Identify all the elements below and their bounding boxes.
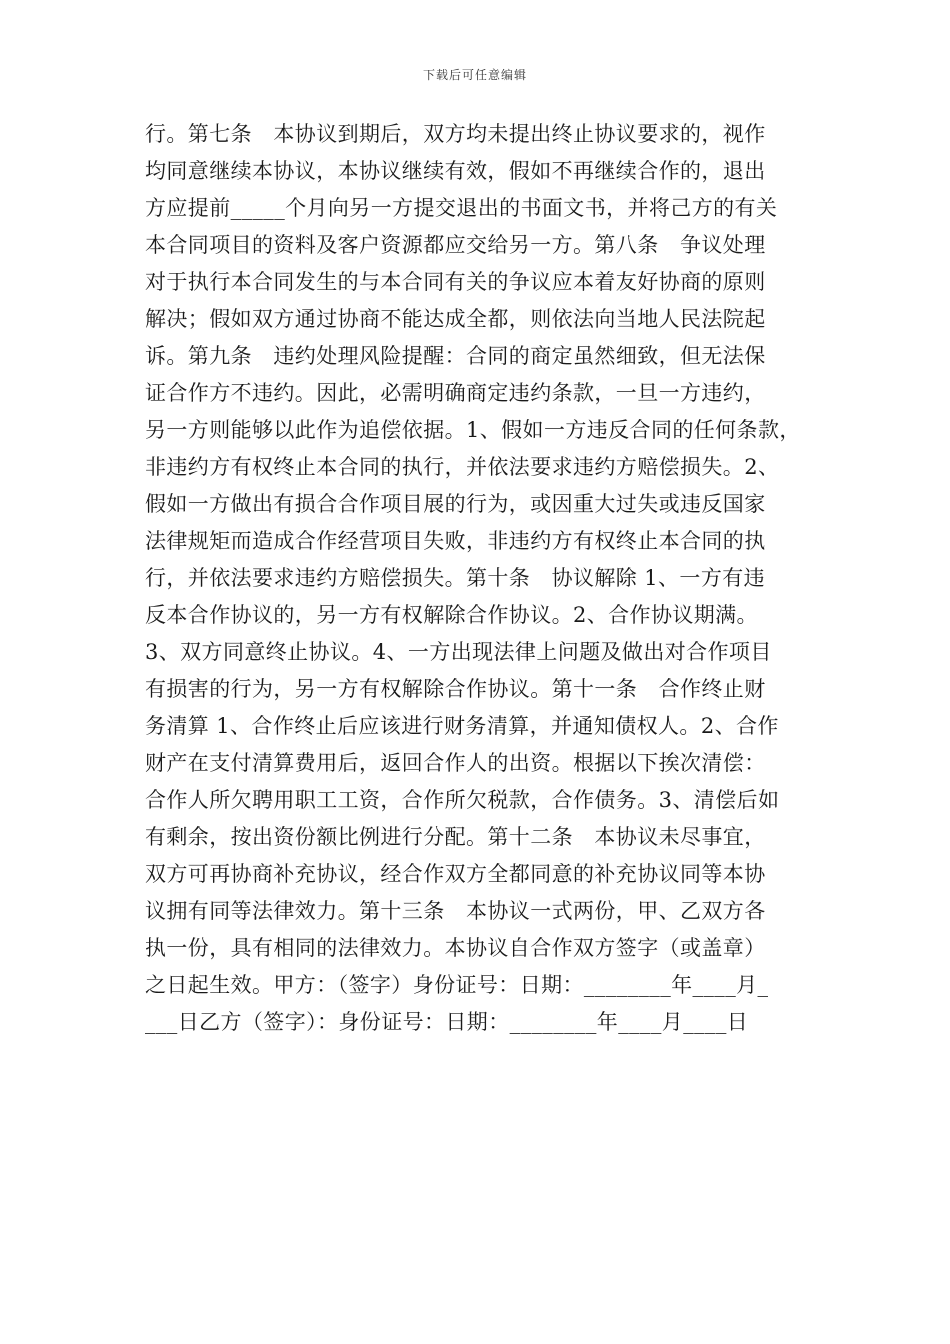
text-line: 诉。第九条 违约处理风险提醒：合同的商定虽然细致，但无法保 bbox=[145, 344, 766, 368]
page-header: 下载后可任意编辑 bbox=[422, 68, 527, 82]
document-body bbox=[145, 116, 835, 1041]
text-line: 行。第七条 本协议到期后，双方均未提出终止协议要求的，视作 bbox=[145, 122, 766, 146]
text-line: 议拥有同等法律效力。第十三条 本协议一式两份，甲、乙双方各 bbox=[145, 899, 766, 923]
text-line: 方应提前_____个月向另一方提交退出的书面文书，并将己方的有关 bbox=[145, 196, 778, 220]
text-line: 执一份，具有相同的法律效力。本协议自合作双方签字（或盖章） bbox=[145, 936, 766, 960]
text-line: 均同意继续本协议，本协议继续有效，假如不再继续合作的，退出 bbox=[145, 159, 766, 183]
text-line: 财产在支付清算费用后，返回合作人的出资。根据以下挨次清偿： bbox=[145, 751, 766, 775]
text-line: 另一方则能够以此作为追偿依据。1、假如一方违反合同的任何条款， bbox=[145, 418, 801, 442]
text-line: 对于执行本合同发生的与本合同有关的争议应本着友好协商的原则 bbox=[145, 270, 766, 294]
text-line: 假如一方做出有损合合作项目展的行为，或因重大过失或违反国家 bbox=[145, 492, 766, 516]
text-line: 证合作方不违约。因此，必需明确商定违约条款，一旦一方违约， bbox=[145, 381, 766, 405]
text-line: 行，并依法要求违约方赔偿损失。第十条 协议解除 1、一方有违 bbox=[145, 566, 766, 590]
text-line: 有剩余，按出资份额比例进行分配。第十二条 本协议未尽事宜， bbox=[145, 825, 766, 849]
text-line: 反本合作协议的，另一方有权解除合作协议。2、合作协议期满。 bbox=[145, 603, 758, 627]
text-line: 合作人所欠聘用职工工资，合作所欠税款，合作债务。3、清偿后如 bbox=[145, 788, 780, 812]
text-line: 本合同项目的资料及客户资源都应交给另一方。第八条 争议处理 bbox=[145, 233, 766, 257]
text-line: 非违约方有权终止本合同的执行，并依法要求违约方赔偿损失。2、 bbox=[145, 455, 780, 479]
text-line: 务清算 1、合作终止后应该进行财务清算，并通知债权人。2、合作 bbox=[145, 714, 779, 738]
text-line: 3、双方同意终止协议。4、一方出现法律上问题及做出对合作项目 bbox=[145, 640, 772, 664]
text-line: ___日乙方（签字）：身份证号：日期：________年____月____日 bbox=[145, 1010, 749, 1034]
text-line: 法律规矩而造成合作经营项目失败，非违约方有权终止本合同的执 bbox=[145, 529, 766, 553]
text-line: 解决；假如双方通过协商不能达成全都，则依法向当地人民法院起 bbox=[145, 307, 766, 331]
text-line: 有损害的行为，另一方有权解除合作协议。第十一条 合作终止财 bbox=[145, 677, 766, 701]
text-line: 之日起生效。甲方：（签字）身份证号：日期：________年____月_ bbox=[145, 973, 769, 997]
text-line: 双方可再协商补充协议，经合作双方全都同意的补充协议同等本协 bbox=[145, 862, 766, 886]
